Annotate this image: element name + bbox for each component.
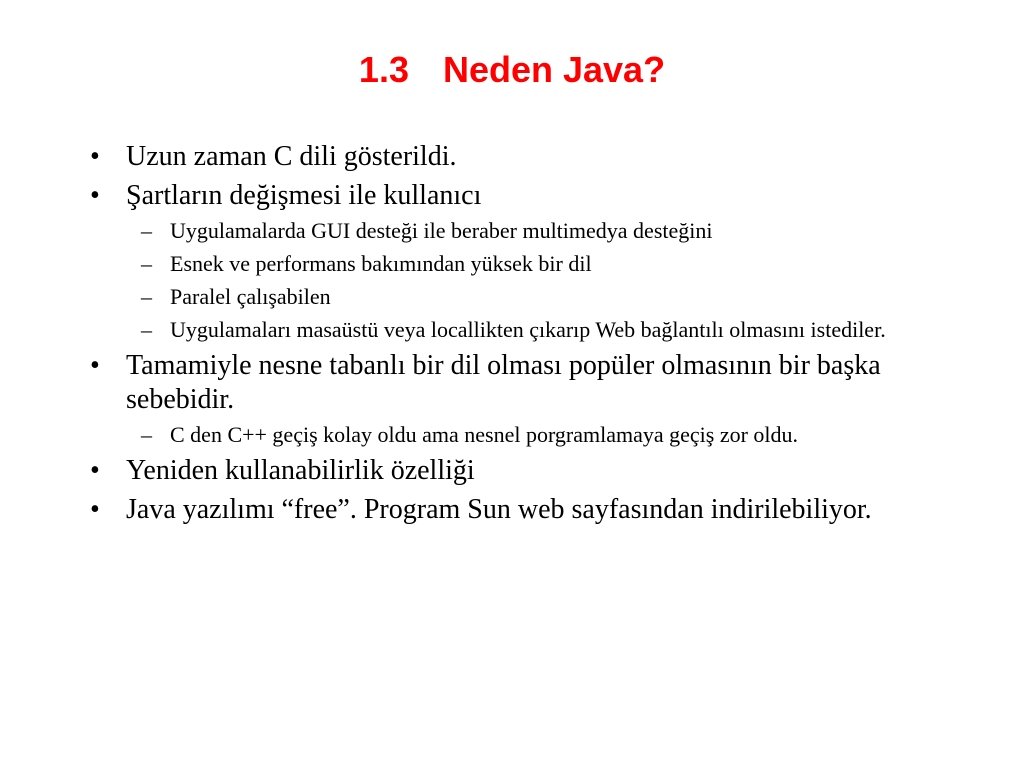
bullet-item [90, 140, 950, 174]
dash-glyph: – [141, 284, 152, 309]
bullet-text: Şartların değişmesi ile kullanıcı [126, 180, 482, 211]
sub-bullet-list [126, 421, 950, 448]
bullet-glyph: • [90, 494, 100, 525]
dash-glyph: – [141, 317, 152, 342]
bullet-text: Java yazılımı “free”. Program Sun web sayfasından indirilebiliyor. [126, 494, 872, 525]
bullet-glyph: • [90, 350, 100, 381]
bullet-list [90, 140, 950, 527]
sub-bullet-text: Esnek ve performans bakımından yüksek bir dil [170, 251, 592, 276]
sub-bullet-item [126, 250, 950, 277]
dash-glyph: – [141, 422, 152, 447]
sub-bullet-item [126, 283, 950, 310]
sub-bullet-item [126, 217, 950, 244]
bullet-item [90, 454, 950, 488]
dash-glyph: – [141, 218, 152, 243]
slide-content [90, 140, 950, 532]
bullet-text: Yeniden kullanabilirlik özelliği [126, 455, 475, 486]
title-number: 1.3 [358, 49, 409, 90]
title-text: Neden Java? [442, 49, 666, 90]
sub-bullet-item [126, 316, 950, 343]
bullet-item [90, 493, 950, 527]
sub-bullet-text: Paralel çalışabilen [170, 284, 331, 309]
bullet-item [90, 179, 950, 343]
sub-bullet-text: C den C++ geçiş kolay oldu ama nesnel porgramlamaya geçiş zor oldu. [170, 422, 799, 447]
bullet-glyph: • [90, 455, 100, 486]
bullet-text: Uzun zaman C dili gösterildi. [126, 141, 457, 172]
sub-bullet-item [126, 421, 950, 448]
bullet-glyph: • [90, 141, 100, 172]
bullet-text: Tamamiyle nesne tabanlı bir dil olması popüler olmasının bir başka sebebidir. [126, 350, 881, 415]
bullet-item [90, 349, 950, 448]
sub-bullet-text: Uygulamalarda GUI desteği ile beraber multimedya desteğini [170, 218, 713, 243]
sub-bullet-list [126, 217, 950, 343]
bullet-glyph: • [90, 180, 100, 211]
slide-title [0, 48, 1024, 92]
dash-glyph: – [141, 251, 152, 276]
sub-bullet-text: Uygulamaları masaüstü veya locallikten çıkarıp Web bağlantılı olmasını istediler. [170, 317, 886, 342]
